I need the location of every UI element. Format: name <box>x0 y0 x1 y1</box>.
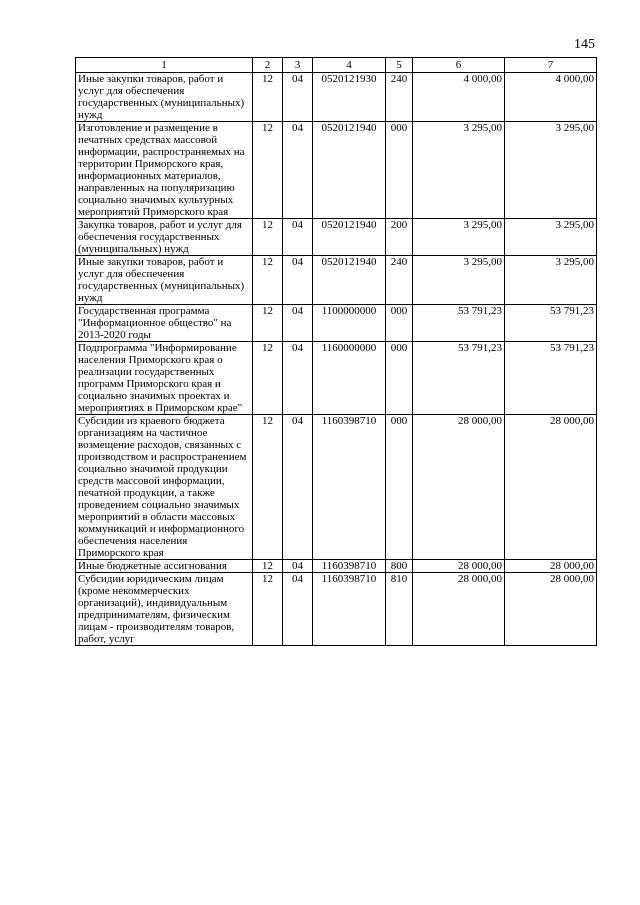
table-row <box>76 73 597 122</box>
row-section: 12 <box>253 256 283 305</box>
table-row <box>76 256 597 305</box>
row-subsection: 04 <box>283 415 313 560</box>
row-name: Закупка товаров, работ и услуг для обеспечения государственных (муниципальных) нужд <box>76 219 253 256</box>
row-amount-6: 28 000,00 <box>413 560 505 573</box>
row-target-code: 1160000000 <box>313 342 386 415</box>
row-name: Субсидии из краевого бюджета организациям на частичное возмещение расходов, связанных с производством и распространением социально значимой продукции средств массовой информации, печатной продукции, а также проведением социально значимых мероприятий в области массовых коммуникаций и информационного обеспечения населения Приморского края <box>76 415 253 560</box>
table-row <box>76 219 597 256</box>
row-amount-7: 3 295,00 <box>505 122 597 219</box>
row-target-code: 0520121940 <box>313 219 386 256</box>
row-amount-7: 4 000,00 <box>505 73 597 122</box>
row-target-code: 1160398710 <box>313 560 386 573</box>
row-subsection: 04 <box>283 73 313 122</box>
row-expense-type: 000 <box>386 342 413 415</box>
row-amount-6: 4 000,00 <box>413 73 505 122</box>
row-amount-6: 3 295,00 <box>413 256 505 305</box>
table-row <box>76 342 597 415</box>
row-section: 12 <box>253 73 283 122</box>
row-name: Изготовление и размещение в печатных средствах массовой информации, распространяемых на территории Приморского края, информационных материалов, направленных на популяризацию социально значимых культурных мероприятий Приморского края <box>76 122 253 219</box>
page-number: 145 <box>574 37 595 52</box>
row-amount-6: 28 000,00 <box>413 573 505 646</box>
row-name: Государственная программа "Информационное общество" на 2013-2020 годы <box>76 305 253 342</box>
row-target-code: 1100000000 <box>313 305 386 342</box>
table-row <box>76 573 597 646</box>
table-row <box>76 560 597 573</box>
row-expense-type: 000 <box>386 122 413 219</box>
row-target-code: 1160398710 <box>313 415 386 560</box>
table-row <box>76 305 597 342</box>
row-name: Подпрограмма "Информирование населения Приморского края о реализации государственных программ Приморского края и социально значимых проектах и мероприятиях в Приморском крае" <box>76 342 253 415</box>
row-amount-7: 28 000,00 <box>505 415 597 560</box>
column-header-3: 3 <box>283 58 313 73</box>
row-amount-7: 53 791,23 <box>505 342 597 415</box>
column-header-6: 6 <box>413 58 505 73</box>
row-target-code: 0520121930 <box>313 73 386 122</box>
row-subsection: 04 <box>283 256 313 305</box>
row-amount-6: 3 295,00 <box>413 219 505 256</box>
row-subsection: 04 <box>283 573 313 646</box>
row-subsection: 04 <box>283 122 313 219</box>
column-header-2: 2 <box>253 58 283 73</box>
row-amount-6: 28 000,00 <box>413 415 505 560</box>
row-section: 12 <box>253 219 283 256</box>
table-row <box>76 415 597 560</box>
row-amount-6: 3 295,00 <box>413 122 505 219</box>
row-section: 12 <box>253 573 283 646</box>
row-target-code: 0520121940 <box>313 256 386 305</box>
row-name: Иные бюджетные ассигнования <box>76 560 253 573</box>
row-expense-type: 810 <box>386 573 413 646</box>
row-target-code: 1160398710 <box>313 573 386 646</box>
row-subsection: 04 <box>283 560 313 573</box>
column-header-7: 7 <box>505 58 597 73</box>
row-amount-7: 3 295,00 <box>505 219 597 256</box>
table-row <box>76 122 597 219</box>
row-expense-type: 200 <box>386 219 413 256</box>
row-section: 12 <box>253 122 283 219</box>
row-expense-type: 000 <box>386 305 413 342</box>
row-section: 12 <box>253 342 283 415</box>
row-expense-type: 000 <box>386 415 413 560</box>
row-target-code: 0520121940 <box>313 122 386 219</box>
row-amount-7: 3 295,00 <box>505 256 597 305</box>
column-header-1: 1 <box>76 58 253 73</box>
row-section: 12 <box>253 415 283 560</box>
row-section: 12 <box>253 305 283 342</box>
budget-table <box>75 57 597 646</box>
row-amount-7: 53 791,23 <box>505 305 597 342</box>
row-name: Субсидии юридическим лицам (кроме некоммерческих организаций), индивидуальным предпринимателям, физическим лицам - производителям товаров, работ, услуг <box>76 573 253 646</box>
header-row <box>76 58 597 73</box>
row-amount-7: 28 000,00 <box>505 573 597 646</box>
row-name: Иные закупки товаров, работ и услуг для обеспечения государственных (муниципальных) нужд <box>76 73 253 122</box>
row-section: 12 <box>253 560 283 573</box>
row-name: Иные закупки товаров, работ и услуг для обеспечения государственных (муниципальных) нужд <box>76 256 253 305</box>
row-amount-6: 53 791,23 <box>413 342 505 415</box>
row-subsection: 04 <box>283 305 313 342</box>
row-expense-type: 800 <box>386 560 413 573</box>
column-header-5: 5 <box>386 58 413 73</box>
row-subsection: 04 <box>283 219 313 256</box>
row-expense-type: 240 <box>386 256 413 305</box>
row-amount-7: 28 000,00 <box>505 560 597 573</box>
row-subsection: 04 <box>283 342 313 415</box>
column-header-4: 4 <box>313 58 386 73</box>
row-amount-6: 53 791,23 <box>413 305 505 342</box>
row-expense-type: 240 <box>386 73 413 122</box>
